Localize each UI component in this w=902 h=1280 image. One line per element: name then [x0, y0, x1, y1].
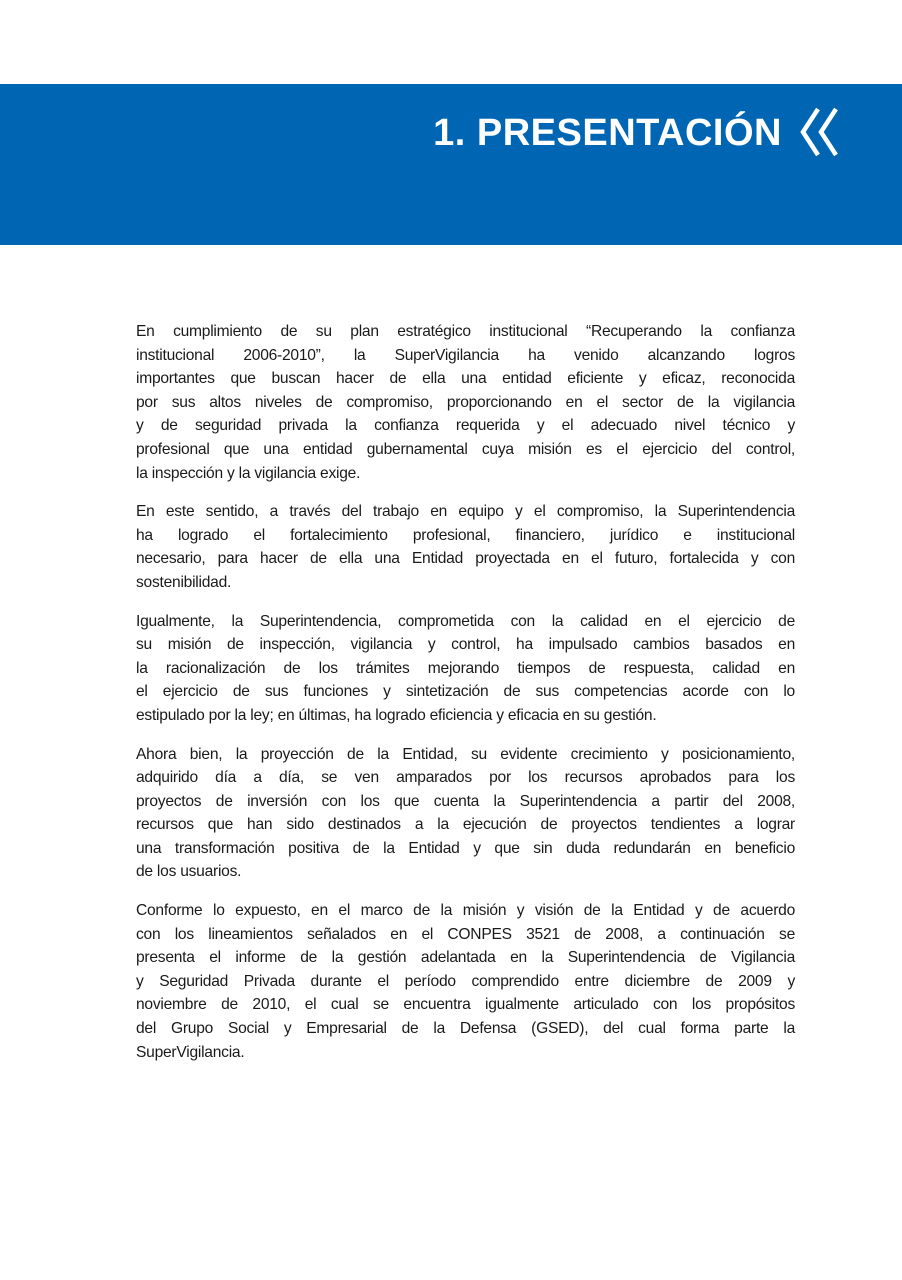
paragraph — [136, 899, 795, 1064]
text-line: del Grupo Social y Empresarial de la Defensa (GSED), del cual forma parte la — [136, 1020, 795, 1038]
paragraph — [136, 320, 795, 485]
section-header-banner — [0, 84, 902, 245]
text-line: proyectos de inversión con los que cuenta la Superintendencia a partir del 2008, — [136, 792, 795, 810]
text-line: la inspección y la vigilancia exige. — [136, 464, 361, 482]
paragraph — [136, 743, 795, 885]
text-line: una transformación positiva de la Entidad y que sin duda redundarán en beneficio — [136, 839, 795, 857]
text-line: Conforme lo expuesto, en el marco de la misión y visión de la Entidad y de acuerdo — [136, 902, 795, 920]
text-line: noviembre de 2010, el cual se encuentra igualmente articulado con los propósitos — [136, 996, 795, 1014]
paragraph — [136, 610, 795, 728]
text-line: el ejercicio de sus funciones y sintetización de sus competencias acorde con lo — [136, 683, 795, 701]
text-line: Igualmente, la Superintendencia, comprometida con la calidad en el ejercicio de — [136, 612, 795, 630]
text-line: por sus altos niveles de compromiso, proporcionando en el sector de la vigilancia — [136, 393, 795, 411]
text-line: En este sentido, a través del trabajo en equipo y el compromiso, la Superintendencia — [136, 503, 795, 521]
text-line: importantes que buscan hacer de ella una entidad eficiente y eficaz, reconocida — [136, 370, 795, 388]
text-line: SuperVigilancia. — [136, 1043, 245, 1061]
text-line: de los usuarios. — [136, 863, 242, 881]
section-title: 1. PRESENTACIÓN — [433, 112, 782, 154]
text-line: recursos que han sido destinados a la ejecución de proyectos tendientes a lograr — [136, 816, 795, 834]
text-line: profesional que una entidad gubernamental cuya misión es el ejercicio del control, — [136, 440, 795, 458]
text-line: presenta el informe de la gestión adelantada en la Superintendencia de Vigilancia — [136, 949, 795, 967]
text-line: su misión de inspección, vigilancia y control, ha impulsado cambios basados en — [136, 636, 795, 654]
text-line: y de seguridad privada la confianza requerida y el adecuado nivel técnico y — [136, 417, 795, 435]
text-line: necesario, para hacer de ella una Entidad proyectada en el futuro, fortalecida y con — [136, 550, 795, 568]
text-line: con los lineamientos señalados en el CONPES 3521 de 2008, a continuación se — [136, 925, 795, 943]
text-line: la racionalización de los trámites mejorando tiempos de respuesta, calidad en — [136, 659, 795, 677]
text-line: adquirido día a día, se ven amparados por los recursos aprobados para los — [136, 769, 795, 787]
text-line: institucional 2006-2010”, la SuperVigilancia ha venido alcanzando logros — [136, 346, 795, 364]
text-line: sostenibilidad. — [136, 573, 232, 591]
text-line: estipulado por la ley; en últimas, ha logrado eficiencia y eficacia en su gestión. — [136, 706, 657, 724]
text-line: ha logrado el fortalecimiento profesional, financiero, jurídico e institucional — [136, 526, 795, 544]
document-body — [136, 320, 795, 1079]
double-chevron-left-icon — [798, 106, 842, 158]
text-line: Ahora bien, la proyección de la Entidad, su evidente crecimiento y posicionamiento, — [136, 745, 795, 763]
text-line: En cumplimiento de su plan estratégico institucional “Recuperando la confianza — [136, 323, 795, 340]
text-line: y Seguridad Privada durante el período comprendido entre diciembre de 2009 y — [136, 972, 795, 990]
paragraph — [136, 500, 795, 594]
